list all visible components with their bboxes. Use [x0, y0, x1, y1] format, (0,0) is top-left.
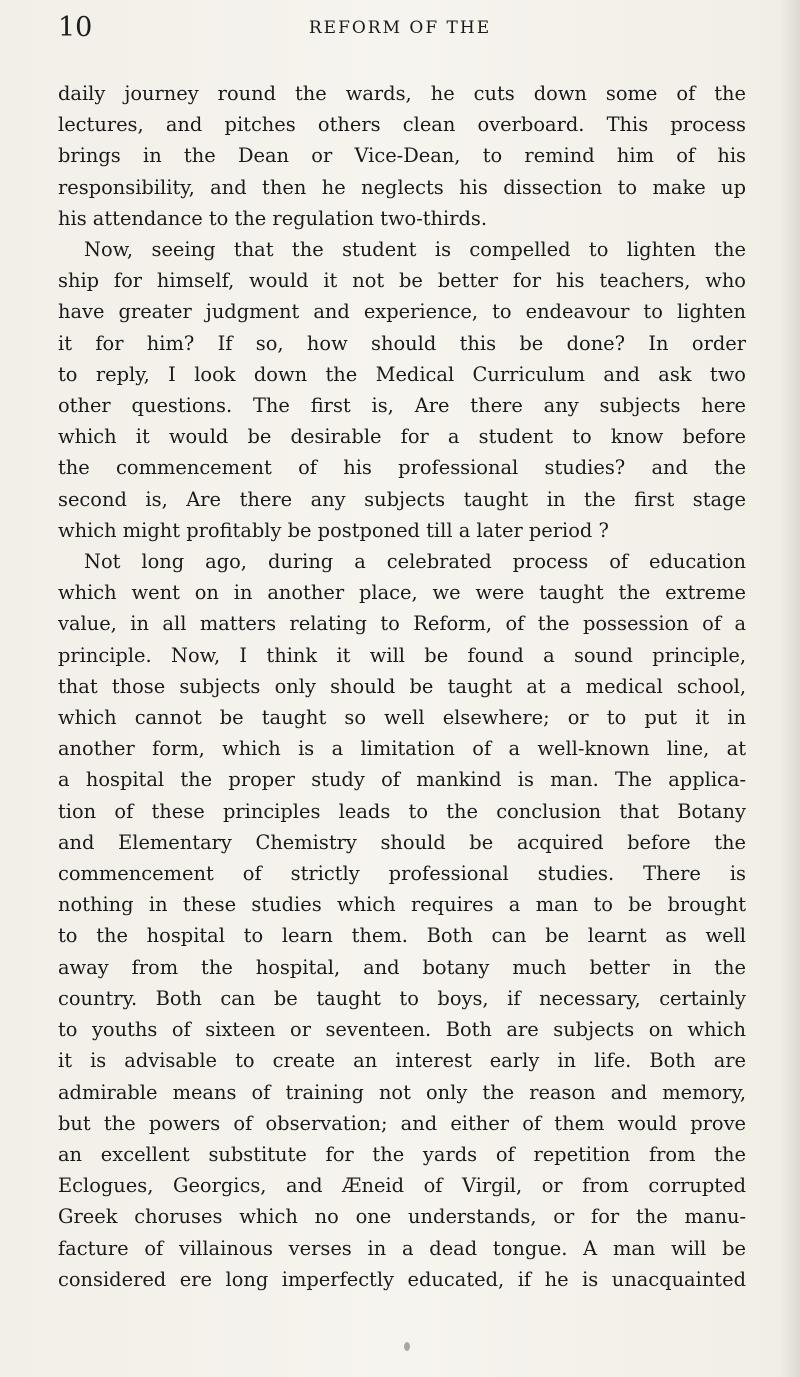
- text-line: the commencement of his professional studies? and the: [58, 456, 746, 480]
- text-line: away from the hospital, and botany much better in the: [58, 955, 746, 979]
- text-line: have greater judgment and experience, to endeavour to lighten: [58, 300, 746, 324]
- text-line: tion of these principles leads to the conclusion that Botany: [58, 799, 746, 823]
- page-edge-shadow: [778, 0, 800, 1377]
- text-line: his attendance to the regulation two-thirds.: [58, 206, 488, 230]
- text-line: and Elementary Chemistry should be acquired before the: [58, 830, 746, 854]
- text-line: commencement of strictly professional studies. There is: [58, 862, 746, 886]
- text-line: which went on in another place, we were taught the extreme: [58, 581, 746, 605]
- paragraph: [58, 234, 746, 546]
- running-head: REFORM OF THE: [308, 18, 492, 38]
- text-line: value, in all matters relating to Reform, of the possession of a: [58, 612, 746, 636]
- text-line: which cannot be taught so well elsewhere; or to put it in: [58, 706, 746, 730]
- text-line: but the powers of observation; and either of them would prove: [58, 1111, 746, 1135]
- text-line: Eclogues, Georgics, and Æneid of Virgil, or from corrupted: [58, 1174, 746, 1198]
- text-line: considered ere long imperfectly educated, if he is unacquainted: [58, 1267, 746, 1291]
- page-number: 10: [58, 12, 93, 43]
- text-line: responsibility, and then he neglects his dissection to make up: [58, 175, 746, 199]
- text-line: nothing in these studies which requires a man to be brought: [58, 893, 746, 917]
- text-line: to reply, I look down the Medical Curriculum and ask two: [58, 362, 746, 386]
- text-line: brings in the Dean or Vice-Dean, to remind him of his: [58, 144, 746, 168]
- text-line: which it would be desirable for a student to know before: [58, 425, 746, 449]
- text-line: ship for himself, would it not be better for his teachers, who: [58, 269, 746, 293]
- text-line: it is advisable to create an interest early in life. Both are: [58, 1049, 746, 1073]
- ink-spot: [404, 1342, 410, 1351]
- text-line: admirable means of training not only the reason and memory,: [58, 1080, 746, 1104]
- text-line: Greek choruses which no one understands, or for the manu-: [58, 1205, 746, 1229]
- paragraph: [58, 546, 746, 1295]
- text-line: which might profitably be postponed till a later period ?: [58, 518, 609, 542]
- text-line: principle. Now, I think it will be found a sound principle,: [58, 643, 746, 667]
- body-text: [58, 78, 746, 1295]
- text-line: other questions. The first is, Are there any subjects here: [58, 394, 746, 418]
- text-line: a hospital the proper study of mankind is man. The applica-: [58, 768, 746, 792]
- text-line: second is, Are there any subjects taught in the first stage: [58, 487, 746, 511]
- page-header: [56, 12, 744, 52]
- text-line: another form, which is a limitation of a well-known line, at: [58, 737, 746, 761]
- text-line: daily journey round the wards, he cuts down some of the: [58, 82, 746, 105]
- text-line: Now, seeing that the student is compelled to lighten the: [84, 238, 746, 262]
- text-line: lectures, and pitches others clean overboard. This process: [58, 113, 746, 137]
- text-line: country. Both can be taught to boys, if necessary, certainly: [58, 986, 746, 1010]
- text-line: an excellent substitute for the yards of repetition from the: [58, 1142, 746, 1166]
- text-line: facture of villainous verses in a dead tongue. A man will be: [58, 1236, 746, 1260]
- text-line: that those subjects only should be taught at a medical school,: [58, 674, 746, 698]
- paragraph: [58, 78, 746, 234]
- text-line: Not long ago, during a celebrated process of education: [84, 550, 746, 574]
- text-line: to the hospital to learn them. Both can be learnt as well: [58, 924, 746, 948]
- text-line: to youths of sixteen or seventeen. Both are subjects on which: [58, 1018, 746, 1042]
- text-line: it for him? If so, how should this be done? In order: [58, 331, 746, 355]
